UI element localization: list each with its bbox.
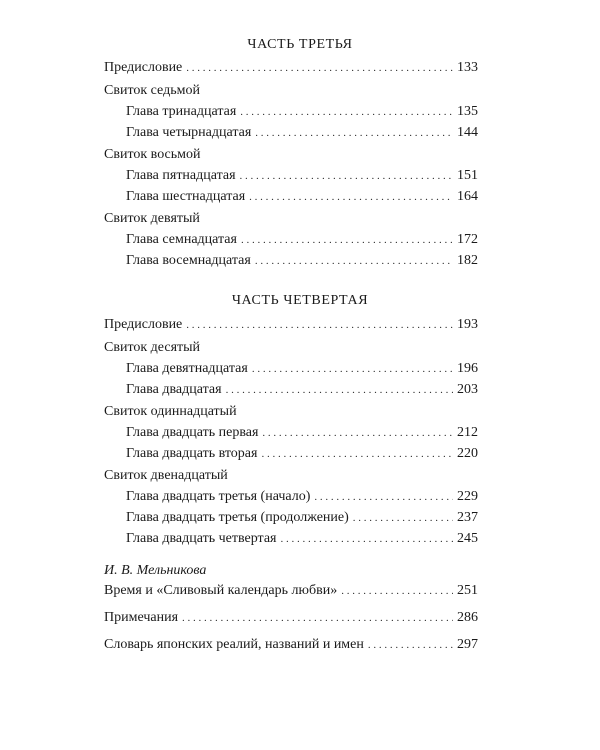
entry-title: Словарь японских реалий, названий и имен [104,637,364,652]
toc-entry[interactable] [126,509,478,527]
toc-entry[interactable] [126,231,478,249]
dot-leader [252,360,453,378]
toc-entry[interactable] [126,381,478,399]
author-name: И. В. Мельникова [104,563,207,578]
toc-entry[interactable] [104,582,478,600]
page-number: 286 [457,610,478,625]
entry-title: Глава двадцать третья (начало) [126,489,311,504]
scroll-label: Свиток двенадцатый [104,468,228,483]
dot-leader [255,252,453,270]
dot-leader [226,381,453,399]
part-four-heading: ЧАСТЬ ЧЕТВЕРТАЯ [231,293,369,308]
entry-title: Примечания [104,610,179,625]
entry-title: Глава четырнадцатая [126,125,252,140]
dot-leader [240,167,453,185]
toc-entry[interactable] [126,124,478,142]
page-number: 237 [457,510,478,525]
page-number: 297 [457,637,478,652]
dot-leader [261,445,453,463]
scroll-label: Свиток одиннадцатый [104,404,237,419]
page-number: 164 [457,189,478,204]
dot-leader [368,636,453,654]
toc-entry[interactable] [126,488,478,506]
dot-leader [353,509,453,527]
dot-leader [240,103,453,121]
dot-leader [341,582,453,600]
toc-entry[interactable] [126,424,478,442]
page-number: 212 [457,425,478,440]
dot-leader [314,488,453,506]
toc-entry[interactable] [126,530,478,548]
entry-title: Глава шестнадцатая [126,189,246,204]
page-number: 220 [457,446,478,461]
toc-entry[interactable] [126,360,478,378]
dot-leader [262,424,453,442]
dot-leader [241,231,453,249]
scroll-label: Свиток девятый [104,211,200,226]
page-number: 182 [457,253,478,268]
dot-leader [281,530,454,548]
page-number: 144 [457,125,478,140]
entry-title: Глава тринадцатая [126,104,237,119]
page-number: 151 [457,168,478,183]
page-number: 133 [457,60,478,75]
scroll-label: Свиток седьмой [104,83,200,98]
entry-title: Глава двадцать четвертая [126,531,277,546]
dot-leader [186,316,453,334]
scroll-label: Свиток десятый [104,340,201,355]
toc-entry[interactable] [126,188,478,206]
entry-title: Глава восемнадцатая [126,253,251,268]
page-number: 229 [457,489,478,504]
page-number: 172 [457,232,478,247]
toc-entry[interactable] [104,609,478,627]
entry-title: Глава двадцать вторая [126,446,258,461]
entry-title: Глава семнадцатая [126,232,237,247]
toc-entry[interactable] [126,445,478,463]
dot-leader [186,59,453,77]
entry-title: Глава двадцать третья (продолжение) [126,510,349,525]
toc-entry[interactable] [126,252,478,270]
page-number: 193 [457,317,478,332]
dot-leader [255,124,453,142]
page-number: 245 [457,531,478,546]
page-number: 203 [457,382,478,397]
entry-title: Глава пятнадцатая [126,168,236,183]
scroll-label: Свиток восьмой [104,147,201,162]
page-number: 251 [457,583,478,598]
entry-title: Предисловие [104,317,183,332]
toc-entry[interactable] [104,59,478,77]
entry-title: Глава девятнадцатая [126,361,248,376]
toc-entry[interactable] [104,316,478,334]
entry-title: Предисловие [104,60,183,75]
dot-leader [249,188,453,206]
entry-title: Глава двадцатая [126,382,222,397]
dot-leader [182,609,453,627]
page-number: 196 [457,361,478,376]
toc-entry[interactable] [104,636,478,654]
toc-entry[interactable] [126,103,478,121]
entry-title: Глава двадцать первая [126,425,259,440]
entry-title: Время и «Сливовый календарь любви» [104,583,338,598]
page-number: 135 [457,104,478,119]
part-three-heading: ЧАСТЬ ТРЕТЬЯ [247,37,353,52]
toc-entry[interactable] [126,167,478,185]
